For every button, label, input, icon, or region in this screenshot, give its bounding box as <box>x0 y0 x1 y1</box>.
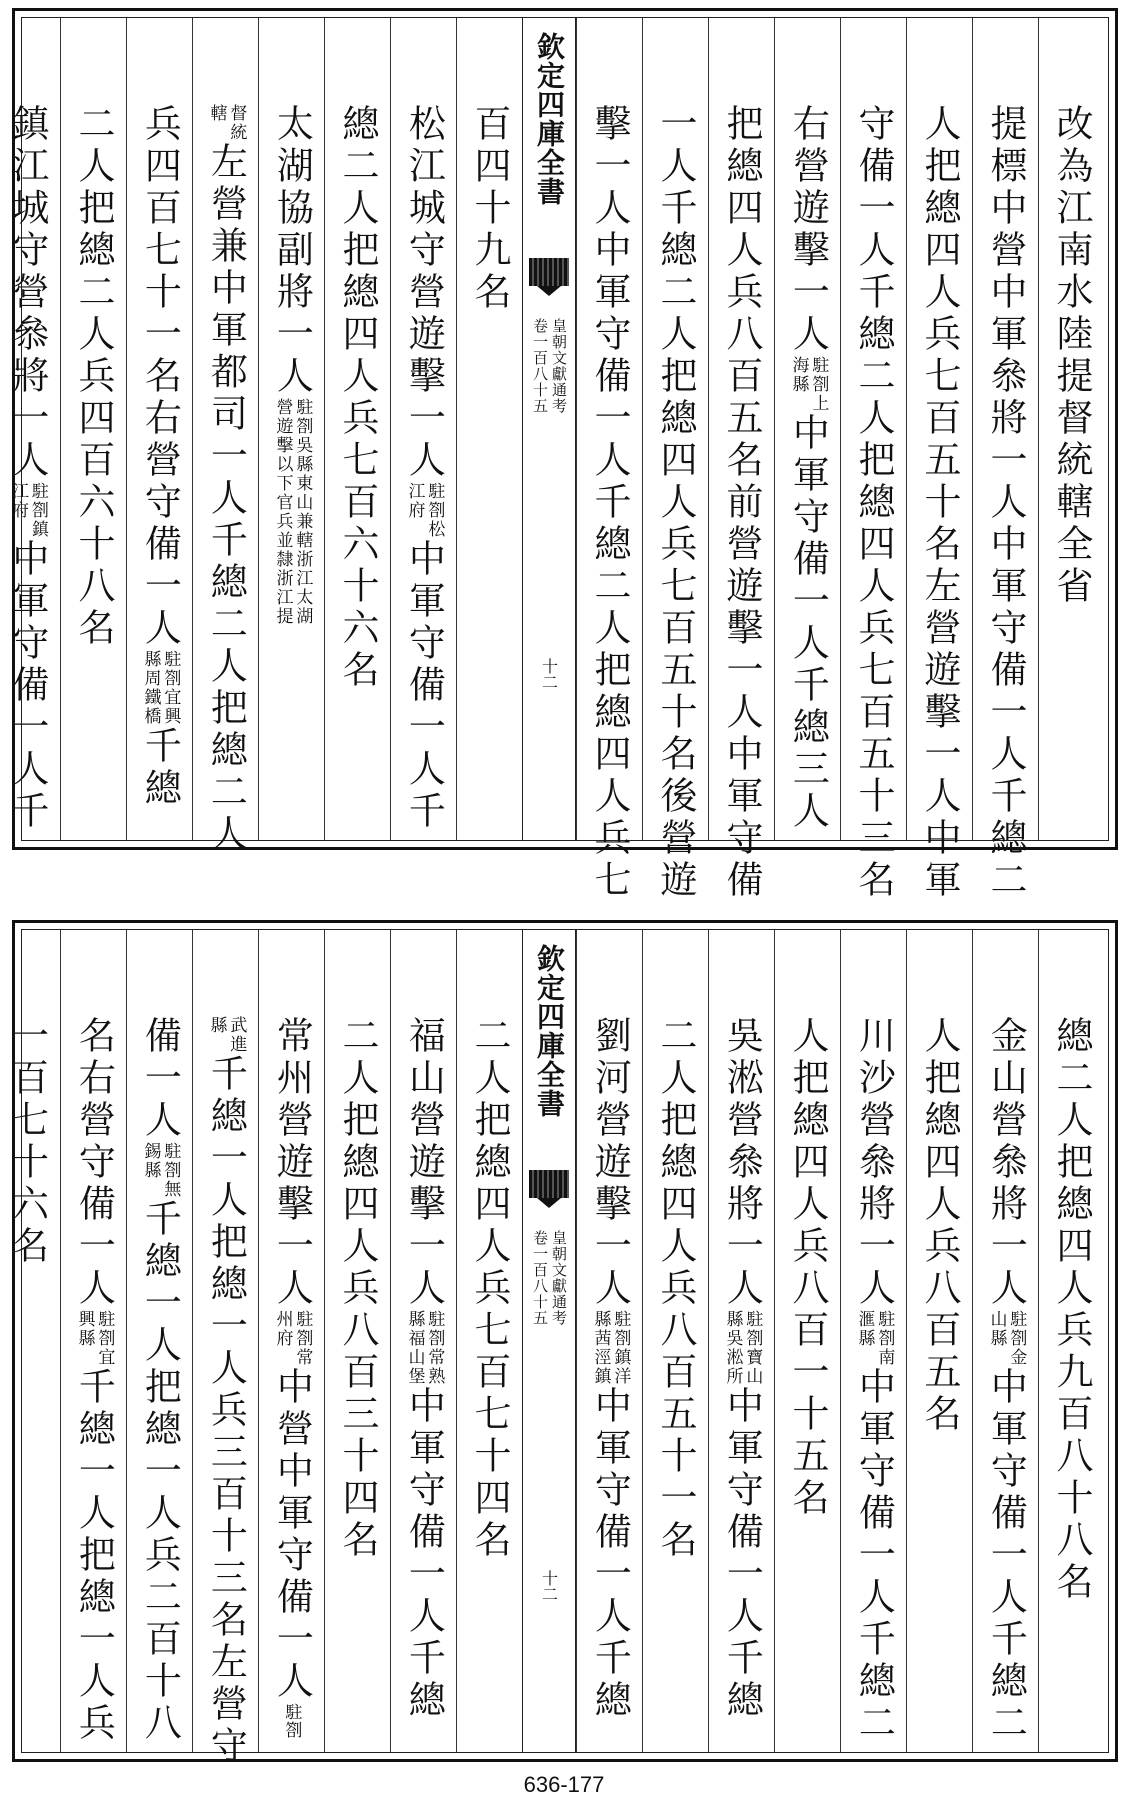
annotation-note: 駐劄宜興 縣周鐵橋 <box>140 650 181 726</box>
top-page-column <box>1038 18 1104 840</box>
top-page-column <box>774 18 840 840</box>
top-page-column <box>390 18 456 840</box>
bottom-page-column-text <box>270 1016 314 1739</box>
spine-book-name: 皇朝文獻通考 <box>550 1230 568 1326</box>
annotation-note: 駐劄吳縣東山兼轄浙江太湖 營遊擊以下官兵並隸浙江提 <box>272 398 313 626</box>
spine-page-number: 十二 <box>539 658 559 690</box>
spine-book-name: 皇朝文獻通考 <box>550 318 568 414</box>
top-page-column <box>576 18 642 902</box>
main-text: 常州營遊擊一人 <box>270 1016 314 1310</box>
bottom-page-column <box>1038 930 1104 1752</box>
top-page-column-text <box>786 104 830 833</box>
spine-volume: 卷一百八十五 <box>531 318 549 414</box>
bottom-page-column-text <box>720 1016 764 1722</box>
bottom-page <box>5 920 1118 1768</box>
main-text: 守備一人千總二人把總四人兵七百五十三名 <box>852 104 895 902</box>
top-page-column-text <box>72 104 115 650</box>
annotation-note: 駐劄鎮 江府 <box>8 482 48 539</box>
main-text: 備一人 <box>138 1016 182 1142</box>
top-page-column <box>60 18 126 840</box>
bottom-page-column <box>60 930 126 1752</box>
annotation-note: 駐劄寶山 縣吳淞所 <box>722 1310 763 1386</box>
main-text: 總二人把總四人兵七百六十六名 <box>336 104 379 692</box>
bottom-page-column-text <box>588 1016 632 1722</box>
fish-tail-ornament <box>529 1170 569 1198</box>
annotation-note: 駐劄常 州府 <box>272 1310 313 1367</box>
main-text: 兵四百七十一名右營守備一人 <box>138 104 182 650</box>
spine-title: 欽定四庫全書 <box>533 944 566 1118</box>
spine-subtitle <box>532 318 566 414</box>
spine-page-number: 十二 <box>539 1570 559 1602</box>
top-page-column-text <box>918 104 961 902</box>
annotation-note: 駐劄宜 興縣 <box>74 1310 115 1367</box>
main-text: 二人把總四人兵八百五十一名 <box>654 1016 697 1562</box>
main-text: 名右營守備一人 <box>72 1016 116 1310</box>
continued-text: 左營兼中軍都司一人千總二人把總二人 <box>204 142 248 856</box>
continued-text: 千總一人把總一人兵 <box>72 1367 116 1745</box>
main-text: 劉河營遊擊一人 <box>588 1016 632 1310</box>
continued-text: 中軍守備一人千總二 <box>984 1367 1028 1745</box>
top-page-column <box>708 18 774 902</box>
main-text: 總二人把總四人兵九百八十八名 <box>1050 1016 1093 1604</box>
main-text: 一百七十六名 <box>5 1016 49 1268</box>
top-page <box>5 8 1118 902</box>
bottom-page-column-text <box>984 1016 1028 1745</box>
annotation-note: 督統 轄 <box>206 104 247 142</box>
book-spine <box>522 18 576 840</box>
main-text: 二人把總二人兵四百六十八名 <box>72 104 115 650</box>
main-text: 二人把總四人兵七百七十四名 <box>468 1016 511 1562</box>
top-page-column <box>840 18 906 902</box>
top-page-column-text <box>138 104 182 810</box>
top-page-column <box>972 18 1038 902</box>
continued-text: 中軍守備一人千總 <box>588 1386 632 1722</box>
top-page-column-text <box>720 104 763 902</box>
top-page-column-text <box>588 104 631 902</box>
fish-tail-ornament <box>529 258 569 286</box>
top-page-column <box>192 18 258 856</box>
bottom-page-column <box>390 930 456 1752</box>
main-text: 川沙營叅將一人 <box>852 1016 896 1310</box>
bottom-page-column <box>192 930 258 1768</box>
main-text: 太湖協副將一人 <box>270 104 314 398</box>
main-text: 松江城守營遊擊一人 <box>402 104 446 482</box>
continued-text: 中軍守備一人千總二 <box>852 1367 896 1745</box>
bottom-page-column <box>576 930 642 1752</box>
bottom-page-column <box>972 930 1038 1752</box>
annotation-note: 駐劄松 江府 <box>404 482 445 539</box>
top-page-column-text <box>204 104 248 856</box>
bottom-page-column-text <box>402 1016 446 1722</box>
main-text: 百四十九名 <box>468 104 511 314</box>
bottom-page-column-text <box>336 1016 379 1562</box>
bottom-page-column <box>0 930 60 1752</box>
bottom-page-column-text <box>786 1016 829 1520</box>
annotation-note: 駐劄金 山縣 <box>986 1310 1027 1367</box>
book-spine <box>522 930 576 1752</box>
bottom-page-column-text <box>468 1016 511 1562</box>
main-text: 提標中營中軍叅將一人中軍守備一人千總二 <box>984 104 1027 902</box>
bottom-page-column-text <box>852 1016 896 1745</box>
main-text: 吳淞營叅將一人 <box>720 1016 764 1310</box>
spine-volume: 卷一百八十五 <box>531 1230 549 1326</box>
bottom-page-column-text <box>1050 1016 1093 1604</box>
top-page-column <box>456 18 522 840</box>
main-text: 右營遊擊一人 <box>786 104 830 356</box>
main-text: 擊一人中軍守備一人千總二人把總四人兵七 <box>588 104 631 902</box>
bottom-page-frame <box>5 929 1109 1768</box>
annotation-note: 駐劄常熟 縣福山堡 <box>404 1310 445 1386</box>
top-page-frame <box>5 17 1109 902</box>
continued-text: 千總 <box>138 726 182 810</box>
top-page-column <box>906 18 972 902</box>
continued-text: 千總一人把總一人兵三百十三名左營守 <box>204 1054 248 1768</box>
main-text: 人把總四人兵八百五名 <box>918 1016 961 1436</box>
bottom-page-column <box>258 930 324 1752</box>
continued-text: 中軍守備一人千 <box>402 539 446 833</box>
main-text: 金山營叅將一人 <box>984 1016 1028 1310</box>
bottom-page-column <box>642 930 708 1752</box>
annotation-note: 駐劄上 海縣 <box>788 356 829 413</box>
main-text: 鎮江城守營叅將一人 <box>5 104 49 482</box>
continued-text: 中軍守備一人千總 <box>402 1386 446 1722</box>
top-page-column-text <box>1050 104 1093 608</box>
bottom-page-column <box>840 930 906 1752</box>
bottom-page-column-text <box>654 1016 697 1562</box>
continued-text: 中軍守備一人千總三人 <box>786 413 830 833</box>
bottom-page-column-text <box>138 1016 182 1745</box>
main-text: 福山營遊擊一人 <box>402 1016 446 1310</box>
continued-text: 中軍守備一人千 <box>5 539 49 833</box>
bottom-page-column <box>456 930 522 1752</box>
top-page-column <box>126 18 192 840</box>
bottom-page-column-text <box>918 1016 961 1436</box>
main-text: 一人千總二人把總四人兵七百五十名後營遊 <box>654 104 697 902</box>
top-page-column-text <box>984 104 1027 902</box>
bottom-page-column-text <box>5 1016 49 1268</box>
bottom-page-column <box>324 930 390 1752</box>
top-page-column <box>642 18 708 902</box>
bottom-page-column-text <box>72 1016 116 1745</box>
annotation-note: 駐劄鎮洋 縣茜涇鎮 <box>590 1310 631 1386</box>
top-page-column-text <box>468 104 511 314</box>
bottom-page-column <box>126 930 192 1752</box>
main-text: 改為江南水陸提督統轄全省 <box>1050 104 1093 608</box>
bottom-page-column-text <box>204 1016 248 1768</box>
continued-text: 千總一人把總一人兵二百十八 <box>138 1199 182 1745</box>
top-page-column <box>258 18 324 840</box>
top-page-column-text <box>270 104 314 626</box>
annotation-note: 駐劄無 錫縣 <box>140 1142 181 1199</box>
main-text: 人把總四人兵八百一十五名 <box>786 1016 829 1520</box>
main-text: 把總四人兵八百五名前營遊擊一人中軍守備 <box>720 104 763 902</box>
top-page-column-text <box>654 104 697 902</box>
spine-subtitle <box>532 1230 566 1326</box>
top-page-column <box>0 18 60 840</box>
bottom-page-column <box>774 930 840 1752</box>
top-page-column-text <box>5 104 49 833</box>
main-text: 二人把總四人兵八百三十四名 <box>336 1016 379 1562</box>
spine-title: 欽定四庫全書 <box>533 32 566 206</box>
annotation-note: 武進 縣 <box>206 1016 247 1054</box>
top-page-column <box>324 18 390 840</box>
bottom-page-column <box>708 930 774 1752</box>
top-page-column-text <box>852 104 895 902</box>
annotation-note: 駐劄 <box>281 1703 302 1739</box>
bottom-page-column <box>906 930 972 1752</box>
continued-text: 中營中軍守備一人 <box>270 1367 314 1703</box>
top-page-column-text <box>402 104 446 833</box>
annotation-note: 駐劄南 滙縣 <box>854 1310 895 1367</box>
continued-text: 中軍守備一人千總 <box>720 1386 764 1722</box>
top-page-column-text <box>336 104 379 692</box>
main-text: 人把總四人兵七百五十名左營遊擊一人中軍 <box>918 104 961 902</box>
page-number: 636-177 <box>523 1772 605 1797</box>
